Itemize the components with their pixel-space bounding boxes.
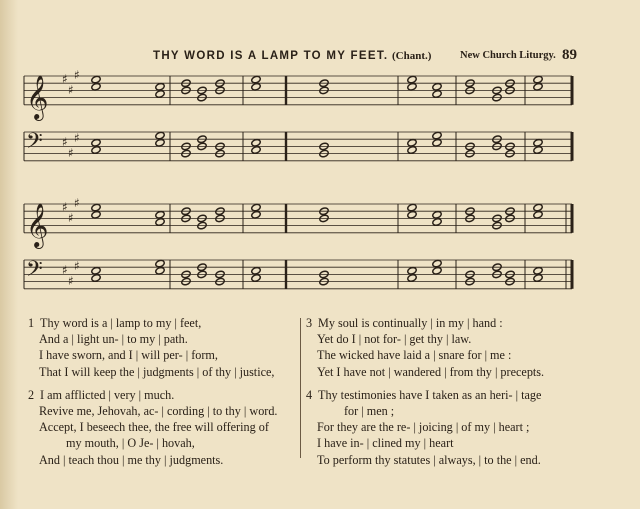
note-head <box>155 266 165 275</box>
note-head <box>432 82 442 91</box>
note-head <box>251 82 261 91</box>
verse-line: Revive me, Jehovah, ac- | cording | to thy | word. <box>39 404 278 419</box>
verse-line: Accept, I beseech thee, the free will offering of <box>39 420 269 435</box>
note-head <box>533 138 543 147</box>
verses-left-column <box>28 315 300 475</box>
sharp-icon: ♯ <box>68 274 74 288</box>
note-head <box>432 90 442 99</box>
note-head <box>155 82 165 91</box>
verse-line: The wicked have laid a | snare for | me : <box>317 348 512 363</box>
verses-block <box>0 315 640 475</box>
note-head <box>407 75 417 84</box>
verse-2 <box>28 387 300 468</box>
note-head <box>533 210 543 219</box>
note-head <box>91 82 101 91</box>
note-head <box>251 210 261 219</box>
verse-3 <box>306 315 606 380</box>
verse-4 <box>306 387 606 468</box>
note-head <box>432 131 442 140</box>
verse-number: 3 <box>306 316 313 330</box>
verse-number: 4 <box>306 387 313 402</box>
bass-clef-icon: 𝄢 <box>26 257 43 287</box>
note-head <box>533 146 543 155</box>
note-head <box>91 146 101 155</box>
chant-title: THY WORD IS A LAMP TO MY FEET. <box>153 50 389 62</box>
verse-line: I have sworn, and I | will per- | form, <box>39 348 218 363</box>
verse-line: To perform thy statutes | always, | to the | end. <box>317 452 541 467</box>
verse-number: 1 <box>28 316 35 330</box>
note-head <box>155 131 165 140</box>
note-head <box>533 274 543 283</box>
note-head <box>251 138 261 147</box>
sharp-icon: ♯ <box>68 83 74 97</box>
verse-line: my mouth, | O Je- | hovah, <box>66 436 195 451</box>
sharp-icon: ♯ <box>62 135 68 149</box>
note-head <box>155 218 165 227</box>
verse-line: I am afflicted | very | much. <box>40 387 175 402</box>
note-head <box>407 82 417 91</box>
chant-style-label: (Chant.) <box>392 50 432 62</box>
page-number: 89 <box>562 47 577 63</box>
verse-line: Yet I have not | wandered | from thy | precepts. <box>317 364 545 379</box>
sharp-icon: ♯ <box>68 211 74 225</box>
note-head <box>251 203 261 212</box>
note-head <box>533 266 543 275</box>
note-head <box>91 203 101 212</box>
verse-line: For they are the re- | joicing | of my | heart ; <box>317 420 530 435</box>
verse-number: 2 <box>28 387 35 402</box>
verse-line: I have in- | clined my | heart <box>317 436 454 451</box>
note-head <box>91 210 101 219</box>
note-head <box>251 266 261 275</box>
note-head <box>91 138 101 147</box>
verse-line: Thy word is a | lamp to my | feet, <box>40 316 202 330</box>
verse-1 <box>28 315 300 380</box>
note-head <box>407 266 417 275</box>
bass-clef-icon: 𝄢 <box>26 129 43 159</box>
verse-line: Thy testimonies have I taken as an heri- | tage <box>318 387 542 402</box>
verse-line: My soul is continually | in my | hand : <box>318 316 503 330</box>
sharp-icon: ♯ <box>74 68 80 82</box>
note-head <box>432 259 442 268</box>
source-credit: New Church Liturgy. <box>460 50 556 61</box>
treble-clef-icon: 𝄞 <box>26 202 49 247</box>
sharp-icon: ♯ <box>74 259 80 273</box>
note-head <box>533 75 543 84</box>
verse-line: And a | light un- | to my | path. <box>39 332 188 347</box>
verse-line: for | men ; <box>344 404 395 419</box>
verse-line: Yet do I | not for- | get thy | law. <box>317 332 472 347</box>
note-head <box>407 203 417 212</box>
note-head <box>432 138 442 147</box>
note-head <box>251 274 261 283</box>
note-head <box>155 210 165 219</box>
note-head <box>432 266 442 275</box>
note-head <box>91 274 101 283</box>
note-head <box>407 138 417 147</box>
note-head <box>251 75 261 84</box>
note-head <box>91 266 101 275</box>
sharp-icon: ♯ <box>74 196 80 210</box>
note-head <box>432 210 442 219</box>
note-head <box>533 82 543 91</box>
note-head <box>407 146 417 155</box>
verse-line: That I will keep the | judgments | of thy | justice, <box>39 364 275 379</box>
verses-right-column <box>306 315 606 475</box>
note-head <box>407 274 417 283</box>
sharp-icon: ♯ <box>62 263 68 277</box>
note-head <box>533 203 543 212</box>
sharp-icon: ♯ <box>68 146 74 160</box>
treble-clef-icon: 𝄞 <box>26 74 49 119</box>
sharp-icon: ♯ <box>62 72 68 86</box>
note-head <box>155 259 165 268</box>
note-head <box>407 210 417 219</box>
sharp-icon: ♯ <box>74 131 80 145</box>
note-head <box>432 218 442 227</box>
note-head <box>91 75 101 84</box>
note-head <box>155 90 165 99</box>
note-head <box>251 146 261 155</box>
verse-line: And | teach thou | me thy | judgments. <box>39 452 224 467</box>
note-head <box>155 138 165 147</box>
sharp-icon: ♯ <box>62 200 68 214</box>
